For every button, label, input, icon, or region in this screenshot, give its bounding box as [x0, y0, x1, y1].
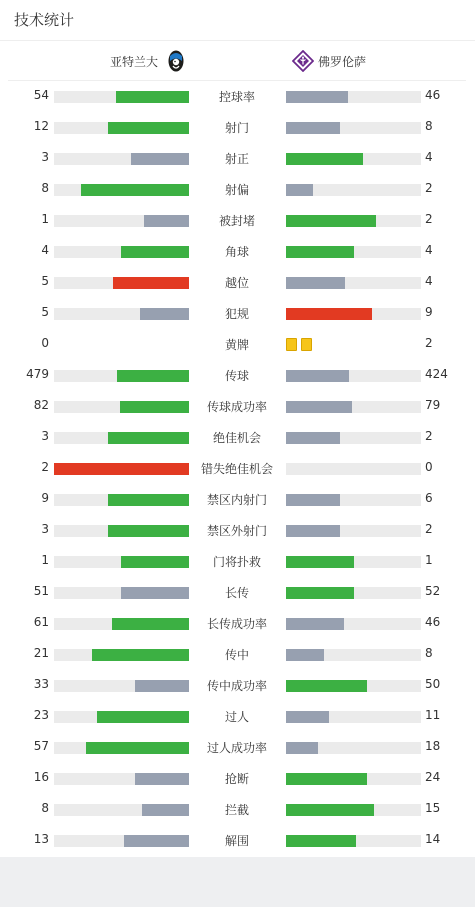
- stat-row: [0, 391, 475, 422]
- away-stat-value: 0: [425, 460, 433, 474]
- home-stat-value: 8: [41, 181, 49, 195]
- stat-label: 射偏: [224, 183, 249, 197]
- stat-label: 禁区内射门: [206, 493, 267, 507]
- away-stat-bar-track: [286, 463, 421, 475]
- away-stat-bar-track: [286, 370, 421, 382]
- away-stat-bar: [286, 370, 349, 382]
- home-stat-bar: [121, 587, 189, 599]
- home-stat-bar: [120, 401, 189, 413]
- away-stat-bar-track: [286, 556, 421, 568]
- home-stat-bar-track: [54, 463, 189, 475]
- stat-row: [0, 236, 475, 267]
- stat-label: 射门: [224, 121, 249, 135]
- home-stat-bar-track: [54, 122, 189, 134]
- stat-row: [0, 329, 475, 360]
- stat-label: 抢断: [224, 772, 249, 786]
- away-yellow-cards: [286, 338, 312, 351]
- away-stat-value: 2: [425, 336, 433, 350]
- away-stat-value: 2: [425, 181, 433, 195]
- away-stat-bar: [286, 556, 354, 568]
- stat-row: [0, 267, 475, 298]
- stat-row: [0, 360, 475, 391]
- stat-row: [0, 422, 475, 453]
- away-stat-bar: [286, 246, 354, 258]
- away-stat-value: 424: [425, 367, 448, 381]
- home-stat-bar-track: [54, 835, 189, 847]
- home-stat-bar: [108, 122, 189, 134]
- home-stat-bar: [92, 649, 189, 661]
- away-stat-bar: [286, 804, 374, 816]
- stat-label: 犯规: [224, 307, 249, 321]
- stat-label: 长传成功率: [206, 617, 267, 631]
- away-stat-bar-track: [286, 122, 421, 134]
- away-stat-bar-track: [286, 308, 421, 320]
- away-stat-bar-track: [286, 432, 421, 444]
- away-stat-bar: [286, 649, 324, 661]
- stat-label: 被封堵: [218, 214, 255, 228]
- home-stat-bar-track: [54, 649, 189, 661]
- home-stat-bar-track: [54, 587, 189, 599]
- stat-label: 过人成功率: [206, 741, 267, 755]
- home-stat-bar-track: [54, 556, 189, 568]
- stat-row: [0, 515, 475, 546]
- away-stat-value: 79: [425, 398, 441, 412]
- stat-label: 拦截: [224, 803, 249, 817]
- home-stat-bar: [113, 277, 189, 289]
- home-stat-value: 33: [33, 677, 49, 691]
- away-stat-value: 18: [425, 739, 441, 753]
- home-stat-bar: [135, 773, 189, 785]
- away-stat-bar: [286, 618, 344, 630]
- home-stat-bar-track: [54, 711, 189, 723]
- home-stat-value: 3: [41, 150, 49, 164]
- stat-row: [0, 670, 475, 701]
- home-stat-value: 0: [41, 336, 49, 350]
- stat-label: 越位: [224, 276, 249, 290]
- away-team-name: 佛罗伦萨: [318, 54, 367, 69]
- yellow-card-icon: [301, 338, 312, 351]
- home-stat-bar: [131, 153, 189, 165]
- home-stat-bar-track: [54, 618, 189, 630]
- away-stat-bar: [286, 184, 313, 196]
- stat-row: [0, 112, 475, 143]
- stat-row: [0, 763, 475, 794]
- stat-label: 错失绝佳机会: [200, 462, 273, 476]
- atalanta-crest-icon: [165, 50, 187, 72]
- away-stat-value: 2: [425, 522, 433, 536]
- home-stat-bar-track: [54, 401, 189, 413]
- stat-row: [0, 639, 475, 670]
- home-stat-bar-track: [54, 246, 189, 258]
- home-stat-bar-track: [54, 184, 189, 196]
- home-stat-bar: [108, 525, 189, 537]
- home-stat-bar: [97, 711, 189, 723]
- home-stat-bar-track: [54, 804, 189, 816]
- stat-label: 传球成功率: [206, 400, 267, 414]
- away-stat-bar-track: [286, 91, 421, 103]
- away-stat-value: 1: [425, 553, 433, 567]
- home-stat-value: 5: [41, 305, 49, 319]
- home-stat-bar: [140, 308, 189, 320]
- stat-row: [0, 794, 475, 825]
- home-stat-value: 51: [33, 584, 49, 598]
- away-stat-value: 46: [425, 615, 441, 629]
- away-stat-bar-track: [286, 587, 421, 599]
- away-stat-bar: [286, 277, 345, 289]
- home-stat-bar-track: [54, 525, 189, 537]
- away-stat-value: 50: [425, 677, 441, 691]
- away-stat-bar: [286, 742, 318, 754]
- away-stat-value: 6: [425, 491, 433, 505]
- away-stat-bar-track: [286, 215, 421, 227]
- away-team[interactable]: [292, 50, 366, 72]
- home-team[interactable]: [110, 50, 187, 72]
- away-stat-bar-track: [286, 742, 421, 754]
- home-stat-bar: [81, 184, 189, 196]
- stat-label: 绝佳机会: [212, 431, 261, 445]
- home-stat-value: 13: [33, 832, 49, 846]
- home-stat-value: 3: [41, 522, 49, 536]
- team-header: [8, 41, 466, 81]
- home-stat-value: 3: [41, 429, 49, 443]
- away-stat-bar: [286, 215, 376, 227]
- away-stat-value: 8: [425, 646, 433, 660]
- home-stat-bar-track: [54, 277, 189, 289]
- home-stat-bar-track: [54, 370, 189, 382]
- away-stat-value: 4: [425, 150, 433, 164]
- home-stat-value: 4: [41, 243, 49, 257]
- stat-row: [0, 205, 475, 236]
- away-stat-value: 4: [425, 243, 433, 257]
- away-stat-bar-track: [286, 773, 421, 785]
- home-stat-value: 23: [33, 708, 49, 722]
- away-stat-bar-track: [286, 184, 421, 196]
- away-stat-value: 46: [425, 88, 441, 102]
- stat-row: [0, 825, 475, 856]
- home-stat-value: 16: [33, 770, 49, 784]
- stat-label: 角球: [224, 245, 249, 259]
- away-stat-bar: [286, 122, 340, 134]
- away-stat-bar: [286, 153, 363, 165]
- home-stat-value: 1: [41, 212, 49, 226]
- home-stat-bar: [121, 556, 189, 568]
- stat-label: 传中: [224, 648, 249, 662]
- stat-row: [0, 732, 475, 763]
- away-stat-bar-track: [286, 525, 421, 537]
- away-stat-bar-track: [286, 618, 421, 630]
- away-stat-bar-track: [286, 494, 421, 506]
- away-stat-bar-track: [286, 246, 421, 258]
- home-stat-bar: [108, 432, 189, 444]
- home-stat-bar: [121, 246, 189, 258]
- away-stat-value: 24: [425, 770, 441, 784]
- home-stat-bar: [54, 463, 189, 475]
- away-stat-value: 4: [425, 274, 433, 288]
- home-stat-bar: [108, 494, 189, 506]
- home-stat-bar-track: [54, 680, 189, 692]
- home-stat-bar-track: [54, 215, 189, 227]
- home-stat-bar: [116, 91, 189, 103]
- home-stat-bar: [86, 742, 189, 754]
- home-stat-bar-track: [54, 742, 189, 754]
- home-stat-value: 479: [26, 367, 49, 381]
- home-stat-value: 12: [33, 119, 49, 133]
- away-stat-value: 15: [425, 801, 441, 815]
- stat-row: [0, 81, 475, 112]
- home-stat-bar-track: [54, 153, 189, 165]
- stat-row: [0, 453, 475, 484]
- stat-row: [0, 143, 475, 174]
- stat-label: 解围: [224, 834, 249, 848]
- stat-label: 传球: [224, 369, 249, 383]
- stat-row: [0, 484, 475, 515]
- away-stat-bar-track: [286, 277, 421, 289]
- home-stat-value: 2: [41, 460, 49, 474]
- stat-label: 禁区外射门: [206, 524, 267, 538]
- away-stat-bar: [286, 680, 367, 692]
- away-stat-value: 2: [425, 212, 433, 226]
- home-stat-bar-track: [54, 432, 189, 444]
- home-stat-bar: [142, 804, 189, 816]
- away-stat-bar-track: [286, 153, 421, 165]
- home-stat-bar: [117, 370, 189, 382]
- stat-label: 射正: [224, 152, 249, 166]
- away-stat-bar: [286, 308, 372, 320]
- stat-label: 长传: [224, 586, 249, 600]
- stat-label: 过人: [224, 710, 249, 724]
- stat-row: [0, 546, 475, 577]
- stat-row: [0, 577, 475, 608]
- stat-row: [0, 701, 475, 732]
- stat-label: 控球率: [218, 90, 255, 104]
- away-stat-value: 2: [425, 429, 433, 443]
- away-stat-bar: [286, 91, 348, 103]
- away-stat-value: 9: [425, 305, 433, 319]
- stat-row: [0, 608, 475, 639]
- stats-list: [0, 81, 475, 856]
- away-stat-bar: [286, 587, 354, 599]
- home-stat-value: 61: [33, 615, 49, 629]
- home-stat-value: 8: [41, 801, 49, 815]
- away-stat-bar: [286, 525, 340, 537]
- fiorentina-crest-icon: [292, 50, 314, 72]
- home-stat-value: 5: [41, 274, 49, 288]
- stat-label: 传中成功率: [206, 679, 267, 693]
- home-stat-value: 57: [33, 739, 49, 753]
- away-stat-bar: [286, 401, 352, 413]
- stat-label: 门将扑救: [212, 555, 261, 569]
- home-stat-value: 82: [33, 398, 49, 412]
- home-stat-value: 21: [33, 646, 49, 660]
- away-stat-value: 14: [425, 832, 441, 846]
- home-stat-bar: [135, 680, 189, 692]
- away-stat-bar: [286, 835, 356, 847]
- away-stat-bar: [286, 432, 340, 444]
- stat-label: 黄牌: [224, 338, 249, 352]
- away-stat-value: 11: [425, 708, 441, 722]
- away-stat-bar-track: [286, 804, 421, 816]
- away-stat-bar: [286, 494, 340, 506]
- away-stat-bar-track: [286, 835, 421, 847]
- page-title: 技术统计: [14, 11, 75, 29]
- home-stat-bar-track: [54, 773, 189, 785]
- home-stat-value: 1: [41, 553, 49, 567]
- home-stat-value: 9: [41, 491, 49, 505]
- away-stat-bar-track: [286, 680, 421, 692]
- away-stat-bar-track: [286, 711, 421, 723]
- away-stat-value: 52: [425, 584, 441, 598]
- home-stat-bar: [124, 835, 189, 847]
- away-stat-bar-track: [286, 649, 421, 661]
- home-stat-bar-track: [54, 91, 189, 103]
- stat-row: [0, 298, 475, 329]
- away-stat-bar: [286, 773, 367, 785]
- home-stat-value: 54: [33, 88, 49, 102]
- home-stat-bar-track: [54, 494, 189, 506]
- yellow-card-icon: [286, 338, 297, 351]
- away-stat-bar-track: [286, 401, 421, 413]
- away-stat-bar: [286, 711, 329, 723]
- away-stat-value: 8: [425, 119, 433, 133]
- home-stat-bar: [112, 618, 189, 630]
- home-stat-bar: [144, 215, 189, 227]
- home-stat-bar-track: [54, 308, 189, 320]
- home-team-name: 亚特兰大: [109, 54, 158, 69]
- stat-row: [0, 174, 475, 205]
